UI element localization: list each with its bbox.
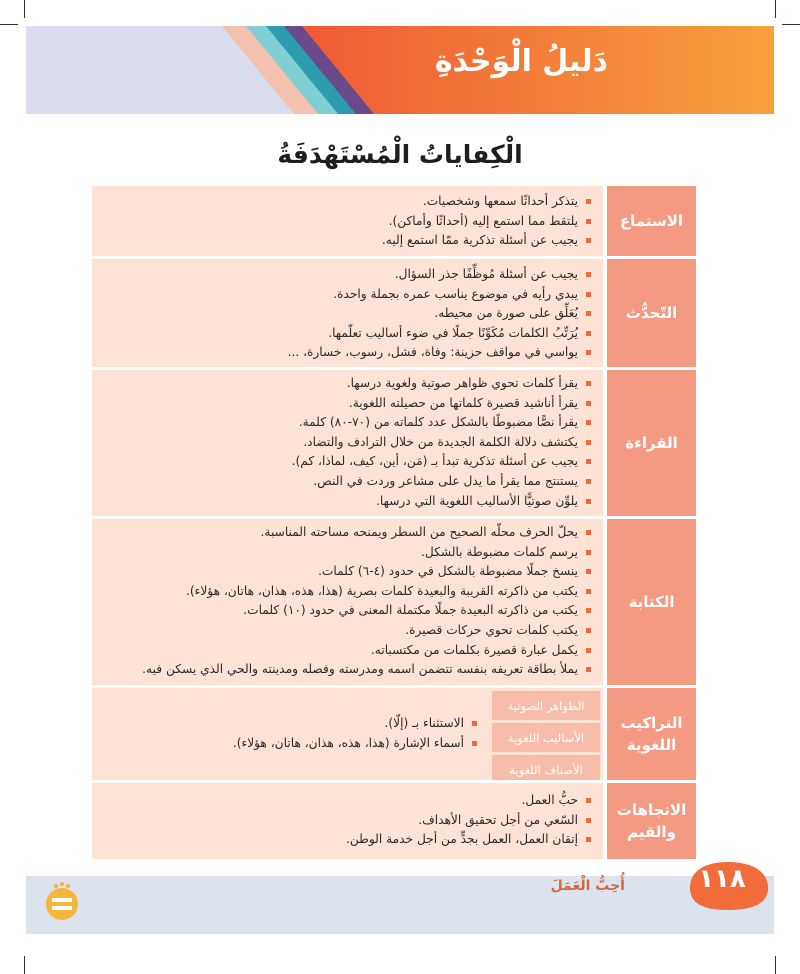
structure-sub-tabs [489,688,603,780]
list-item: يبدي رأيه في موضوع يناسب عمره بجملة واحدة. [100,285,591,305]
content-reading [92,370,603,516]
list-item: يتذكر أحداثًا سمعها وشخصيات. [100,192,591,212]
list-item: إتقان العمل، العمل بجدٍّ من أجل خدمة الوطن. [100,830,591,850]
crop-mark [24,0,25,18]
bullet-icon [586,628,591,633]
list-item: يقرأ أناشيد قصيرة كلماتها من حصيلته اللغوية. [100,394,591,414]
page-number: ١١٨ [698,864,746,894]
label-structures: التراكيب اللغوية [607,688,696,780]
bullet-icon [586,199,591,204]
label-values: الاتجاهات والقيم [607,783,696,859]
row-speaking [92,259,696,367]
bullet-icon [586,459,591,464]
bullet-icon [586,530,591,535]
crop-mark [0,24,18,25]
bullet-icon [586,798,591,803]
bullet-icon [586,272,591,277]
list-item: يستنتج مما يقرأ ما يدل على مشاعر وردت في النص. [100,472,591,492]
list-item: يجيب عن أسئلة تذكرية تبدأ بـ (مَن، أين، كيف، لماذا، كم). [100,452,591,472]
list-item: يقرأ كلمات تحوي ظواهر صوتية ولغوية درسها. [100,374,591,394]
list-item: يجيب عن أسئلة تذكرية ممّا استمع إليه. [100,231,591,251]
bullet-icon [586,569,591,574]
list-item: يكتب من ذاكرته القريبة والبعيدة كلمات بصرية (هذا، هذه، هذان، هاتان، هؤلاء). [100,582,591,602]
crop-mark [775,0,776,18]
label-writing: الكتابة [607,519,696,685]
bullet-icon [586,550,591,555]
list-item: يقرأ نصًّا مضبوطًا بالشكل عدد كلماته من (٧٠-٨٠) كلمة. [100,413,591,433]
label-speaking: التّحدُّث [607,259,696,367]
content-structures [92,688,603,780]
label-reading: القراءة [607,370,696,516]
header-decoration [26,26,774,114]
bullet-icon [586,648,591,653]
bullet-icon [586,219,591,224]
content-values [92,783,603,859]
bullet-icon [586,837,591,842]
list-item: يلتقط مما استمع إليه (أحداثًا وأماكن). [100,212,591,232]
crop-mark [24,956,25,974]
bullet-icon [586,401,591,406]
bullet-icon [586,589,591,594]
list-item: ينسخ جملًا مضبوطة بالشكل في حدود (٤-٦) كلمات. [100,562,591,582]
bullet-icon [472,721,477,726]
label-listening: الاستماع [607,186,696,256]
sub-tab-categories: الأصناف اللغوية [492,755,600,784]
list-item: يكتشف دلالة الكلمة الجديدة من خلال الترادف والتضاد. [100,433,591,453]
row-reading [92,370,696,516]
list-item: الاستثناء بـ (إلّا). [100,714,477,734]
bullet-icon [586,818,591,823]
list-item: أسماء الإشارة (هذا، هذه، هذان، هاتان، هؤلاء). [100,734,477,754]
unit-guide-title: دَليلُ الْوَحْدَةِ [434,44,608,79]
unit-guide-header [26,26,774,114]
bullet-icon [586,479,591,484]
list-item: يُعَلِّق على صورة من محيطه. [100,304,591,324]
footer-bar [26,876,774,934]
list-item: يكتب كلمات تحوي حركات قصيرة. [100,621,591,641]
bullet-icon [586,499,591,504]
list-item: يكتب من ذاكرته البعيدة جملًا مكتملة المعنى في حدود (١٠) كلمات. [100,601,591,621]
bullet-icon [586,440,591,445]
list-item: يجيب عن أسئلة مُوظِّفًا جذر السؤال. [100,265,591,285]
content-speaking [92,259,603,367]
content-writing [92,519,603,685]
bullet-icon [586,350,591,355]
section-title: الْكِفاياتُ الْمُسْتَهْدَفَةُ [277,140,523,169]
bullet-icon [586,667,591,672]
row-structures [92,688,696,780]
list-item: يُرَتِّبُ الكلمات مُكَوِّنًا جملًا في ضوء أساليب تعلّمها. [100,324,591,344]
sub-tab-styles: الأساليب اللغوية [492,723,600,752]
bullet-icon [586,292,591,297]
list-item: السّعي من أجل تحقيق الأهداف. [100,811,591,831]
bullet-icon [586,420,591,425]
bullet-icon [586,311,591,316]
crop-mark [775,956,776,974]
content-listening [92,186,603,256]
list-item: يواسي في مواقف حزينة: وفاة، فشل، رسوب، خسارة، ... [100,343,591,363]
bullet-icon [586,381,591,386]
bullet-icon [586,238,591,243]
unit-name: أُحِبُّ الْعَمَلَ [550,878,625,894]
row-listening [92,186,696,256]
list-item: يلوِّن صوتيًّا الأساليب اللغوية التي درسها. [100,492,591,512]
sub-tab-phonetic: الظواهر الصوتية [492,691,600,720]
row-writing [92,519,696,685]
bullet-icon [586,608,591,613]
crop-mark [782,24,800,25]
bullet-icon [586,331,591,336]
list-item: يحلّ الحرف محلّه الصحيح من السطر ويمنحه مساحته المناسبة. [100,523,591,543]
row-values [92,783,696,859]
bullet-icon [472,741,477,746]
list-item: حبُّ العمل. [100,791,591,811]
list-item: يرسم كلمات مضبوطة بالشكل. [100,543,591,563]
list-item: يملأ بطاقة تعريفه بنفسه تتضمن اسمه ومدرسته وفصله ومدينته والحي الذي يسكن فيه. [100,660,591,680]
list-item: يكمل عبارة قصيرة بكلمات من مكتسباته. [100,641,591,661]
publisher-logo-icon [42,880,82,924]
